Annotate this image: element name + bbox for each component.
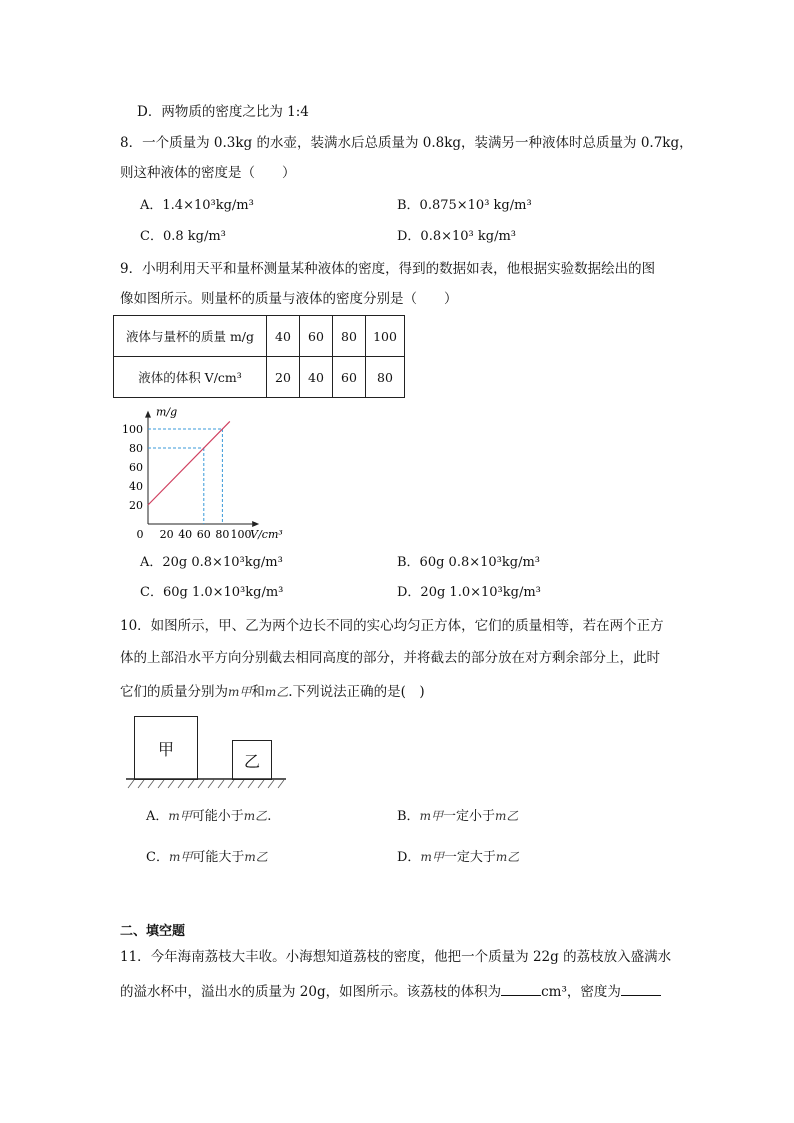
q9-option-a: A．20g 0.8×10³kg/m³ xyxy=(140,555,283,570)
symbol-m-jia: m甲 xyxy=(228,685,252,699)
q9-option-d: D．20g 1.0×10³kg/m³ xyxy=(397,585,541,600)
y-tick-label: 40 xyxy=(129,480,143,493)
q11-stem-text: cm³，密度为 xyxy=(541,984,621,1000)
symbol-m-yi: m乙 xyxy=(495,850,520,864)
q8-option-c: C．0.8 kg/m³ xyxy=(140,229,226,244)
q10-option-a xyxy=(146,806,271,827)
option-label: D． xyxy=(397,850,421,865)
data-line xyxy=(148,421,230,505)
q9-data-table xyxy=(113,315,405,398)
q9-mv-chart xyxy=(110,398,310,544)
option-label: B． xyxy=(397,809,420,824)
x-tick-label: 100 xyxy=(230,528,252,541)
q11-stem-text: 的溢水杯中，溢出水的质量为 20g，如图所示。该荔枝的体积为 xyxy=(120,984,502,1000)
cube-jia: 甲 xyxy=(134,716,198,780)
option-text: 可能小于 xyxy=(191,809,244,824)
q8-option-d: D．0.8×10³ kg/m³ xyxy=(397,229,516,244)
table-cell: 80 xyxy=(333,316,366,357)
q8-option-a: A．1.4×10³kg/m³ xyxy=(140,198,254,213)
ground-hatch xyxy=(126,778,288,790)
table-cell: 60 xyxy=(300,316,333,357)
y-axis-arrow xyxy=(145,411,151,418)
x-tick-label: 0 xyxy=(136,528,144,541)
table-cell: 40 xyxy=(300,357,333,398)
q8-stem-line1: 8．一个质量为 0.3kg 的水壶，装满水后总质量为 0.8kg，装满另一种液体时总质量为 0.7kg， xyxy=(120,135,693,151)
q10-option-d xyxy=(397,847,519,868)
y-axis-label: m/g xyxy=(156,405,178,419)
q8-option-b: B．0.875×10³ kg/m³ xyxy=(397,198,532,213)
q10-stem-line3 xyxy=(120,682,425,702)
section-title: 二、填空题 xyxy=(120,924,186,939)
y-tick-label: 80 xyxy=(129,442,143,455)
q10-stem-text: 和 xyxy=(251,684,265,700)
q10-stem-text: 它们的质量分别为 xyxy=(120,684,228,700)
table-cell: 40 xyxy=(267,316,300,357)
x-axis-arrow xyxy=(252,521,259,527)
q11-stem-line2 xyxy=(120,981,661,1002)
symbol-m-jia: m甲 xyxy=(168,809,192,823)
q10-cube-figure xyxy=(126,716,288,790)
q10-stem-line1: 10．如图所示，甲、乙为两个边长不同的实心均匀正方体，它们的质量相等，若在两个正方 xyxy=(120,618,664,634)
q10-stem-line2: 体的上部沿水平方向分别截去相同高度的部分，并将截去的部分放在对方剩余部分上，此时 xyxy=(120,650,660,666)
q7-option-d: D．两物质的密度之比为 1:4 xyxy=(137,104,309,120)
x-tick-label: 40 xyxy=(178,528,193,541)
table-header-volume: 液体的体积 V/cm³ xyxy=(114,357,267,398)
q9-option-b: B．60g 0.8×10³kg/m³ xyxy=(397,555,540,570)
x-tick-label: 20 xyxy=(159,528,174,541)
x-axis-label: V/cm³ xyxy=(250,528,283,541)
q9-stem-line1: 9．小明利用天平和量杯测量某种液体的密度，得到的数据如表，他根据实验数据绘出的图 xyxy=(120,261,656,277)
q10-option-b xyxy=(397,806,518,827)
symbol-m-jia: m甲 xyxy=(168,850,193,864)
option-end: . xyxy=(267,809,272,824)
symbol-m-jia: m甲 xyxy=(419,809,443,823)
q10-option-c xyxy=(146,847,268,868)
table-cell: 100 xyxy=(366,316,405,357)
q10-stem-text: .下列说法正确的是( ) xyxy=(288,684,425,700)
symbol-m-yi: m乙 xyxy=(244,850,268,864)
option-text: 一定小于 xyxy=(442,809,495,824)
option-text: 可能大于 xyxy=(192,850,245,865)
y-tick-label: 60 xyxy=(129,461,143,474)
symbol-m-jia: m甲 xyxy=(420,850,444,864)
option-label: A． xyxy=(146,809,169,824)
table-cell: 80 xyxy=(366,357,405,398)
table-cell: 20 xyxy=(267,357,300,398)
q9-stem-line2: 像如图所示。则量杯的质量与液体的密度分别是（ ） xyxy=(120,291,458,307)
cube-yi: 乙 xyxy=(232,740,272,780)
symbol-m-yi: m乙 xyxy=(264,685,289,699)
table-row xyxy=(114,357,405,398)
symbol-m-yi: m乙 xyxy=(494,809,519,823)
q11-stem-line1: 11．今年海南荔枝大丰收。小海想知道荔枝的密度，他把一个质量为 22g 的荔枝放入盛满水 xyxy=(120,949,672,965)
option-text: 一定大于 xyxy=(443,850,496,865)
y-tick-label: 20 xyxy=(129,499,143,512)
table-row xyxy=(114,316,405,357)
x-tick-label: 60 xyxy=(196,528,211,541)
q8-stem-line2: 则这种液体的密度是（ ） xyxy=(120,165,296,181)
answer-blank-density[interactable] xyxy=(621,981,661,996)
symbol-m-yi: m乙 xyxy=(243,809,268,823)
q9-option-c: C．60g 1.0×10³kg/m³ xyxy=(140,585,284,600)
answer-blank-volume[interactable] xyxy=(501,981,541,996)
option-label: C． xyxy=(146,850,169,865)
x-tick-label: 80 xyxy=(215,528,230,541)
y-tick-label: 100 xyxy=(122,423,143,436)
table-cell: 60 xyxy=(333,357,366,398)
table-header-mass: 液体与量杯的质量 m/g xyxy=(114,316,267,357)
